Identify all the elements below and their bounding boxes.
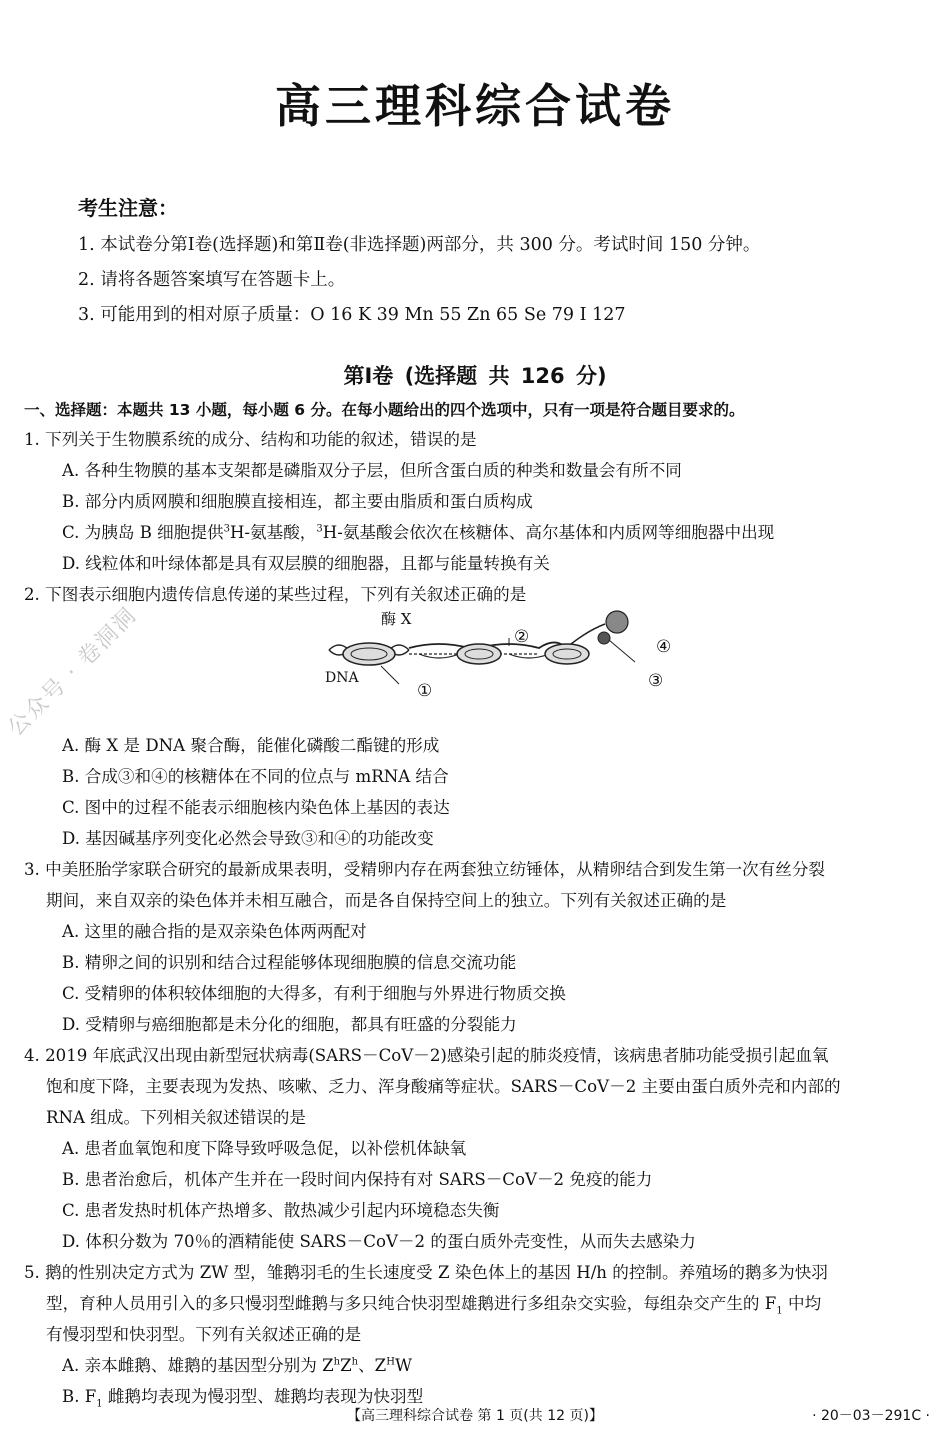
question-5-stem-cont: 型，育种人员用引入的多只慢羽型雌鹅与多只纯合快羽型雄鹅进行多组杂交实验，每组杂交产生的 $F_1$ 中均: [46, 1294, 822, 1317]
question-4-stem: 4. 2019 年底武汉出现由新型冠状病毒(SARS－CoV－2)感染引起的肺炎疫情，该病患者肺功能受损引起血氧: [24, 1046, 829, 1065]
marker-4-label: ④: [656, 637, 672, 657]
question-3-option-b: B. 精卵之间的识别和结合过程能够体现细胞膜的信息交流功能: [62, 953, 517, 972]
marker-3-label: ③: [648, 671, 664, 691]
exam-title: 高三理科综合试卷: [275, 79, 675, 133]
enzyme-label: 酶 X: [381, 610, 412, 628]
question-5-stem-cont: 有慢羽型和快羽型。下列有关叙述正确的是: [46, 1325, 362, 1344]
question-1-option-a: A. 各种生物膜的基本支架都是磷脂双分子层，但所含蛋白质的种类和数量会有所不同: [62, 461, 682, 480]
footer-page-info: 【高三理科综合试卷 第 1 页(共 12 页)】: [347, 1408, 603, 1424]
notice-item: 2. 请将各题答案填写在答题卡上。: [78, 270, 346, 290]
question-1-option-d: D. 线粒体和叶绿体都是具有双层膜的细胞器，且都与能量转换有关: [62, 554, 550, 573]
footer-exam-code: · 20－03－291C ·: [812, 1408, 930, 1424]
page-footer: [0, 1401, 950, 1431]
watermark-text: 公众号 · 卷洞洞: [3, 602, 143, 742]
question-2-option-a: A. 酶 X 是 DNA 聚合酶，能催化磷酸二酯键的形成: [62, 736, 440, 755]
question-3-stem-cont: 期间，来自双亲的染色体并未相互融合，而是各自保持空间上的独立。下列有关叙述正确的是: [46, 891, 727, 910]
question-3-option-c: C. 受精卵的体积较体细胞的大得多，有利于细胞与外界进行物质交换: [62, 984, 566, 1003]
notice-item: 3. 可能用到的相对原子质量：O 16 K 39 Mn 55 Zn 65 Se 79 I 127: [78, 305, 626, 325]
question-1-stem: 1. 下列关于生物膜系统的成分、结构和功能的叙述，错误的是: [24, 430, 477, 449]
question-4-option-b: B. 患者治愈后，机体产生并在一段时间内保持有对 SARS－CoV－2 免疫的能力: [62, 1170, 653, 1189]
question-3-option-a: A. 这里的融合指的是双亲染色体两两配对: [62, 922, 367, 941]
question-4-option-a: A. 患者血氧饱和度下降导致呼吸急促，以补偿机体缺氧: [62, 1139, 467, 1158]
question-4-option-c: C. 患者发热时机体产热增多、散热减少引起内环境稳态失衡: [62, 1201, 500, 1220]
section-title: 第Ⅰ卷 (选择题 共 126 分): [343, 364, 607, 388]
marker-1-label: ①: [417, 681, 433, 701]
notice-item: 1. 本试卷分第Ⅰ卷(选择题)和第Ⅱ卷(非选择题)两部分，共 300 分。考试时间 150 分钟。: [78, 235, 761, 255]
question-1-option-b: B. 部分内质网膜和细胞膜直接相连，都主要由脂质和蛋白质构成: [62, 492, 533, 511]
question-2-option-c: C. 图中的过程不能表示细胞核内染色体上基因的表达: [62, 798, 450, 817]
question-4-option-d: D. 体积分数为 70％的酒精能使 SARS－CoV－2 的蛋白质外壳变性，从而失去感染力: [62, 1232, 696, 1251]
question-5-stem: 5. 鹅的性别决定方式为 ZW 型，雏鹅羽毛的生长速度受 Z 染色体上的基因 H/h 的控制。养殖场的鹅多为快羽: [24, 1263, 828, 1282]
notice-heading: 考生注意：: [78, 196, 178, 220]
question-4-stem-cont: RNA 组成。下列相关叙述错误的是: [46, 1108, 306, 1127]
question-4-stem-cont: 饱和度下降，主要表现为发热、咳嗽、乏力、浑身酸痛等症状。SARS－CoV－2 主要由蛋白质外壳和内部的: [46, 1077, 841, 1096]
translation-diagram-figure: [309, 610, 679, 728]
marker-2-label: ②: [514, 627, 530, 647]
question-5-option-b: B. $F_1$ 雌鹅均表现为慢羽型、雄鹅均表现为快羽型: [62, 1387, 424, 1410]
translation-diagram: [24, 610, 928, 730]
question-5-option-a: A. 亲本雌鹅、雄鹅的基因型分别为 $Z^hZ^h$、$Z^HW$: [62, 1356, 413, 1375]
question-3-stem: 3. 中美胚胎学家联合研究的最新成果表明，受精卵内存在两套独立纺锤体，从精卵结合到发生第一次有丝分裂: [24, 860, 826, 879]
question-1-option-c: C. 为胰岛 B 细胞提供$^3$H-氨基酸，$^3$H-氨基酸会依次在核糖体、高尔基体和内质网等细胞器中出现: [62, 523, 775, 542]
dna-label: DNA: [325, 670, 359, 686]
question-2-stem: 2. 下图表示细胞内遗传信息传递的某些过程，下列有关叙述正确的是: [24, 585, 527, 604]
notice-list: [78, 228, 938, 333]
question-3-option-d: D. 受精卵与癌细胞都是未分化的细胞，都具有旺盛的分裂能力: [62, 1015, 517, 1034]
section-instructions: 一、选择题：本题共 13 小题，每小题 6 分。在每小题给出的四个选项中，只有一项是符合题目要求的。: [24, 401, 745, 419]
question-2-option-b: B. 合成③和④的核糖体在不同的位点与 mRNA 结合: [62, 767, 449, 786]
question-list: [24, 424, 928, 1412]
question-2-option-d: D. 基因碱基序列变化必然会导致③和④的功能改变: [62, 829, 434, 848]
